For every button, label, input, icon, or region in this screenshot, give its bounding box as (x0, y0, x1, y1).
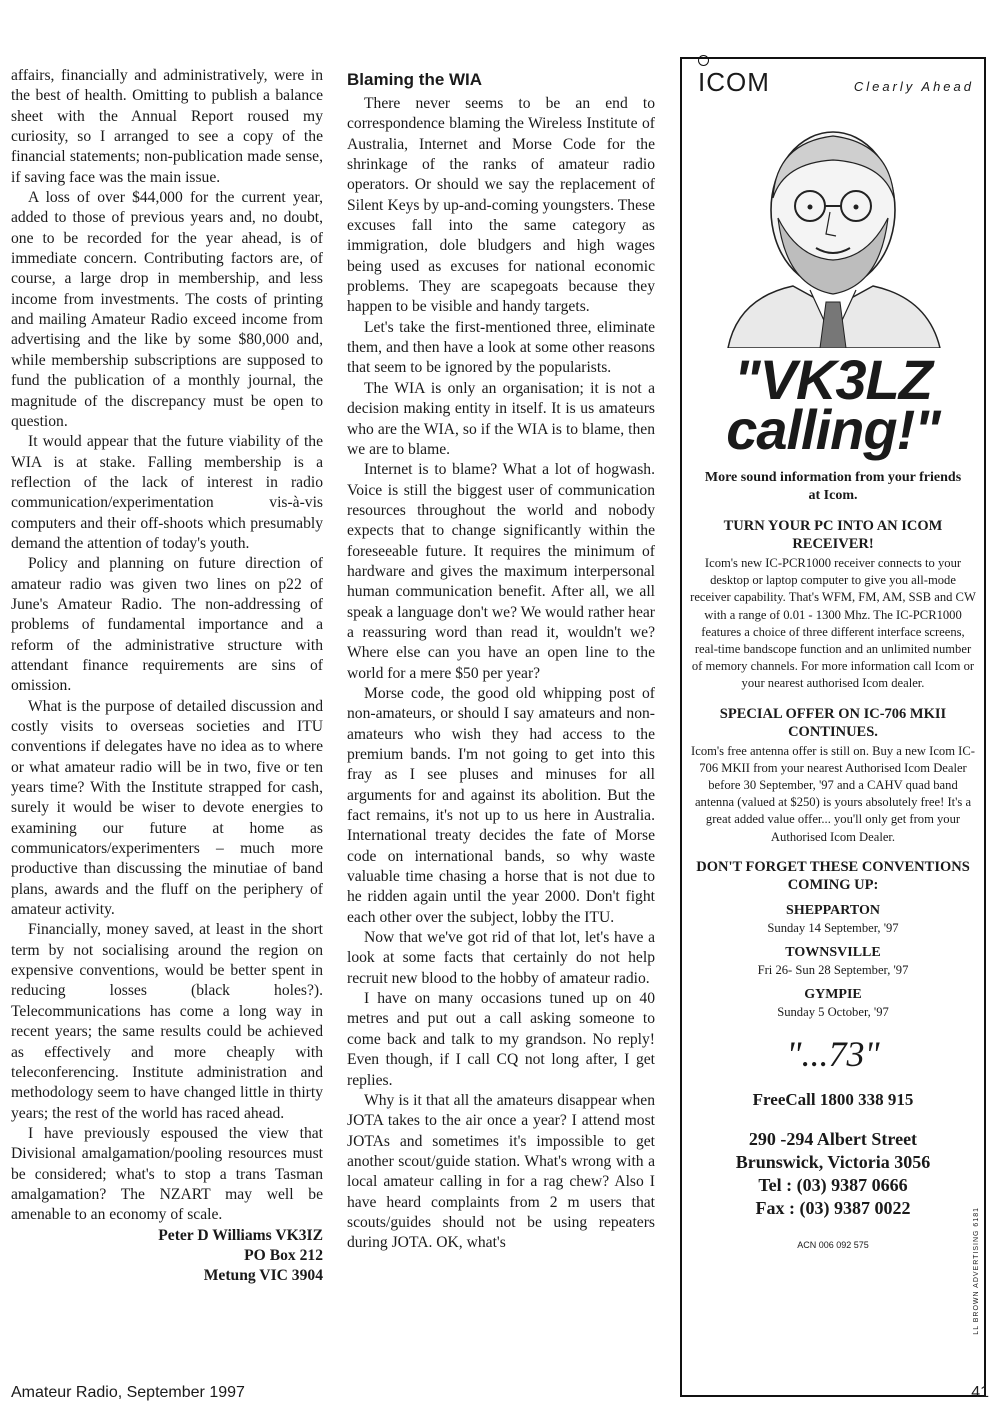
freecall-number: FreeCall 1800 338 915 (752, 1089, 914, 1109)
paragraph: I have on many occasions tuned up on 40 metres and put out a call asking someone to come back and talk to my grandson. No reply! Even though, if I call CQ not long after, I get replies. (347, 990, 655, 1089)
acn-number: ACN 006 092 575 (797, 1239, 869, 1250)
callsign-line: calling!" (726, 398, 940, 461)
event-date: Sunday 14 September, '97 (767, 920, 899, 935)
signature-town: Metung VIC 3904 (203, 1267, 323, 1285)
publication-info: Amateur Radio, September 1997 (11, 1384, 245, 1401)
fax-number: Fax : (03) 9387 0022 (755, 1197, 911, 1218)
callsign-headline (682, 348, 984, 461)
paragraph: Morse code, the good old whipping post of non-amateurs, or should I say amateurs and non-amateurs who wish they had access to the premium bands. I'm not going to get into this fray as I see pluses and minuses for all arguments for and against its abolition. But the fact remains, it's not up to us here in Australia. International treaty decides the fate of Morse code on international bands, so why waste valuable time chasing a horse that is not due to he ridden again until the year 2000. Don't fight each other over the subject, lobby the ITU. (347, 684, 655, 926)
ad-signoff: "...73" (786, 1033, 880, 1074)
callsign-line: "VK3LZ (734, 348, 932, 411)
paragraph: Now that we've got rid of that lot, let's have a look at some facts that certainly do not help recruit new blood to the hobby of amateur radio. (347, 929, 655, 987)
event-date: Sunday 5 October, '97 (777, 1004, 889, 1019)
paragraph: What is the purpose of detailed discussion and costly visits to overseas societies and ITU conventions if delegates have no idea as to where or what amateur radio will be in two, five or ten years time? With the Institute strapped for cash, surely it would be wiser to devote energies to examining our future at home as communicators/experimenters – much more productive than discussing the minutiae of band plans, awards and the fluff on the periphery of amateur activity. (11, 697, 323, 919)
signature-box: PO Box 212 (244, 1246, 323, 1264)
letter-column-middle (347, 66, 655, 1254)
ad-address (682, 1128, 984, 1220)
paragraph: Financially, money saved, at least in the short term by not socialising around the region on expensive conventions, would be better spent in reducing losses (black holes?). Telecommunications has come a long way in recent years; the same results could be achieved as effectively and more cheaply with teleconferencing. Institute administration and methodology seem to have changed little in thirty years; the rest of the world has raced ahead. (11, 921, 323, 1122)
event-name: GYMPIE (804, 986, 862, 1002)
paragraph: A loss of over $44,000 for the current year, added to those of previous years and, no doubt, one to be recorded for the year ahead, is of immediate concern. Contributing factors are, of course, a large drop in membership, and less income from investments. The costs of printing and mailing Amateur Radio exceed income from advertising and the like by some $80,000 and, while membership subscriptions are supposed to fund the publication of a monthly journal, the magnitude of the discrepancy must be open to question. (11, 189, 323, 430)
ad-header (682, 59, 984, 98)
ad-section-heading: SPECIAL OFFER ON IC-706 MKII CONTINUES. (719, 705, 947, 740)
ad-section-body: Icom's free antenna offer is still on. Buy a new Icom IC-706 MKII from your nearest Authorised Icom Dealer before 30 September, '97 and a CAHV quad band antenna (valued at $250) is yours absolutely free! It's a great added value offer... you'll only get from your Authorised Icom Dealer. (691, 743, 975, 844)
paragraph: The WIA is only an organisation; it is not a decision making entity in itself. It is us amateurs who are the WIA, so if the WIA is to blame, then we are to blame. (347, 379, 655, 458)
ad-agency-credit: LL BROWN ADVERTISING 6181 (973, 1207, 980, 1335)
ad-intro: More sound information from your friends at Icom. (704, 470, 962, 503)
letter-column-left (11, 66, 323, 1287)
paragraph: affairs, financially and administratively, were in the best of health. Omitting to publish a balance sheet with the Annual Report roused my curiosity, so I arranged to see a copy of the financial statements; non-publication made sense, if saving face was the main issue. (11, 67, 323, 186)
paragraph: Policy and planning on future direction of amateur radio was given two lines on p22 of June's Amateur Radio. The non-addressing of problems of fundamental importance and a reform of the administrative structure with attendant finance requirements are sins of omission. (11, 555, 323, 695)
ad-section-heading: DON'T FORGET THESE CONVENTIONS COMING UP: (696, 858, 970, 893)
address-line: 290 -294 Albert Street (748, 1128, 918, 1149)
event-name: SHEPPARTON (786, 902, 880, 918)
paragraph: It would appear that the future viability of the WIA is at stake. Falling membership is a reflection of the lack of interest in radio communication/experimentation vis-à-vis computers and their off-shoots which presumably demand the attention of today's youth. (11, 433, 323, 552)
paragraph: Why is it that all the amateurs disappear when JOTA takes to the air once a year? I attend most JOTAs and sometimes it's impossible to get another scout/guide station. What's wrong with a local amateur calling in for a rag chew? Also I have heard complaints from 2 m users that scouts/guides should not be using repeaters during JOTA. OK, what's (347, 1091, 655, 1252)
address-line: Brunswick, Victoria 3056 (735, 1151, 931, 1172)
paragraph: There never seems to be an end to correspondence blaming the Wireless Institute of Australia, Internet and Morse Code for the shrinkage of the ranks of amateur radio operators. Or should we say the replacement of Silent Keys by up-and-coming youngsters. These excuses fall into the same category as immigration, dole bludgers and high wages being used as excuses for national economic problems. They are scapegoats because they happen to be visible and handy targets. (347, 95, 655, 316)
icom-logo: ICOM (698, 67, 770, 98)
page-footer (11, 1384, 989, 1402)
section-heading: Blaming the WIA (347, 70, 483, 89)
portrait-illustration (718, 108, 948, 348)
logo-ring-icon (698, 55, 709, 66)
page-number: 41 (971, 1384, 989, 1401)
paragraph: Internet is to blame? What a lot of hogwash. Voice is still the biggest user of communication resources throughout the world and nobody expects that to change significantly within the foreseeable future. It requires the minimum of hardware and gives the maximum interpersonal human communication benefit. After all, we all speak a language don't we? We would rather hear a reassuring word than read it, wouldn't we? Where else can you have an open line to the world for a mere $50 per year? (347, 461, 655, 682)
phone-number: Tel : (03) 9387 0666 (758, 1174, 908, 1195)
event-name: TOWNSVILLE (785, 944, 881, 960)
ad-section-body: Icom's new IC-PCR1000 receiver connects to your desktop or laptop computer to give you all-mode receiver capability. That's WFM, FM, AM, SSB and CW with a range of 0.01 - 1300 Mhz. The IC-PCR1000 features a choice of three different interface screens, real-time bandscope function and an unlimited number of memory channels. For more information call Icom or your nearest authorised Icom dealer. (690, 556, 976, 691)
signature-name: Peter D Williams VK3IZ (158, 1226, 323, 1244)
event-date: Fri 26- Sun 28 September, '97 (757, 962, 909, 977)
icom-advertisement (680, 57, 986, 1397)
ad-section-heading: TURN YOUR PC INTO AN ICOM RECEIVER! (723, 518, 943, 552)
ad-tagline: Clearly Ahead (853, 79, 974, 94)
paragraph: I have previously espoused the view that Divisional amalgamation/pooling resources must be considered; what's to stop a trans Tasman amalgamation? The NZART may well be amenable to an economy of scale. (11, 1124, 323, 1224)
paragraph: Let's take the first-mentioned three, eliminate them, and then have a look at some other reasons that seem to be ignored by the popularists. (347, 318, 655, 377)
